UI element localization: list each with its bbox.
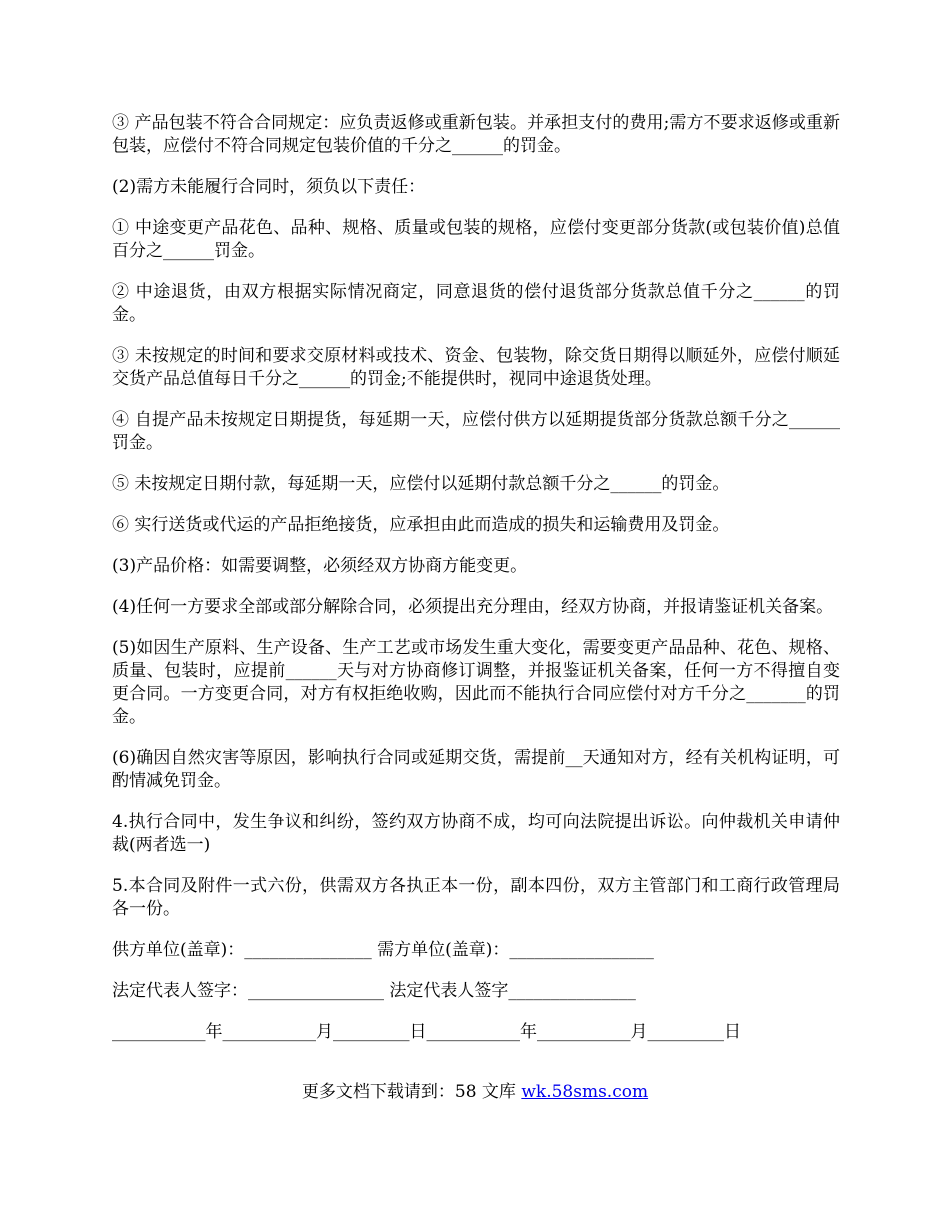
paragraph-refuse-delivery: ⑥ 实行送货或代运的产品拒绝接货，应承担由此而造成的损失和运输费用及罚金。 (112, 515, 730, 535)
paragraph-pickup-delay: ④ 自提产品未按规定日期提货，每延期一天，应偿付供方以延期提货部分货款总额千分之______罚金。 (112, 410, 840, 453)
paragraph-buyer-liability-heading: (2)需方未能履行合同时，须负以下责任： (112, 177, 426, 197)
signature-units-line: 供方单位(盖章)：_______________ 需方单位(盖章)：_________________ (112, 940, 654, 960)
footer-link[interactable]: wk.58sms.com (521, 1082, 649, 1102)
paragraph-disputes: 4.执行合同中，发生争议和纠纷，签约双方协商不成，均可向法院提出诉讼。向仲裁机关申请仲裁(两者选一) (112, 812, 840, 855)
paragraph-product-price: (3)产品价格：如需要调整，必须经双方协商方能变更。 (112, 556, 528, 576)
paragraph-major-changes: (5)如因生产原料、生产设备、生产工艺或市场发生重大变化，需要变更产品品种、花色、规格、质量、包装时，应提前______天与对方协商修订调整，并报鉴证机关备案，任何一方不得擅自变更合同。一方变更合同，对方有权拒绝收购，因此而不能执行合同应偿付对方千分之_______的罚金。 (112, 638, 840, 727)
paragraph-copies: 5.本合同及附件一式六份，供需双方各执正本一份，副本四份，双方主管部门和工商行政管理局各一份。 (112, 876, 840, 919)
paragraph-materials-delay: ③ 未按规定的时间和要求交原材料或技术、资金、包装物，除交货日期得以顺延外，应偿付顺延交货产品总值每日千分之______的罚金;不能提供时，视同中途退货处理。 (112, 346, 840, 389)
paragraph-packaging-penalty: ③ 产品包装不符合合同规定：应负责返修或重新包装。并承担支付的费用;需方不要求返修或重新包装，应偿付不符合同规定包装价值的千分之______的罚金。 (112, 113, 840, 156)
footer-text: 更多文档下载请到：58 文库 (301, 1082, 522, 1102)
footer (0, 1081, 950, 1104)
paragraph-force-majeure: (6)确因自然灾害等原因，影响执行合同或延期交货，需提前__天通知对方，经有关机构证明，可酌情减免罚金。 (112, 748, 840, 791)
paragraph-change-product: ① 中途变更产品花色、品种、规格、质量或包装的规格，应偿付变更部分货款(或包装价值)总值百分之______罚金。 (112, 218, 840, 261)
signature-dates-line: ___________年___________月_________日___________年___________月_________日 (112, 1022, 741, 1042)
paragraph-return-goods: ② 中途退货，由双方根据实际情况商定，同意退货的偿付退货部分货款总值千分之______的罚金。 (112, 282, 840, 325)
signature-representatives-line: 法定代表人签字：________________ 法定代表人签字_______________ (112, 981, 636, 1001)
paragraph-payment-delay: ⑤ 未按规定日期付款，每延期一天，应偿付以延期付款总额千分之______的罚金。 (112, 474, 730, 494)
paragraph-terminate-contract: (4)任何一方要求全部或部分解除合同，必须提出充分理由，经双方协商，并报请鉴证机关备案。 (112, 597, 834, 617)
document-body (112, 112, 840, 1062)
